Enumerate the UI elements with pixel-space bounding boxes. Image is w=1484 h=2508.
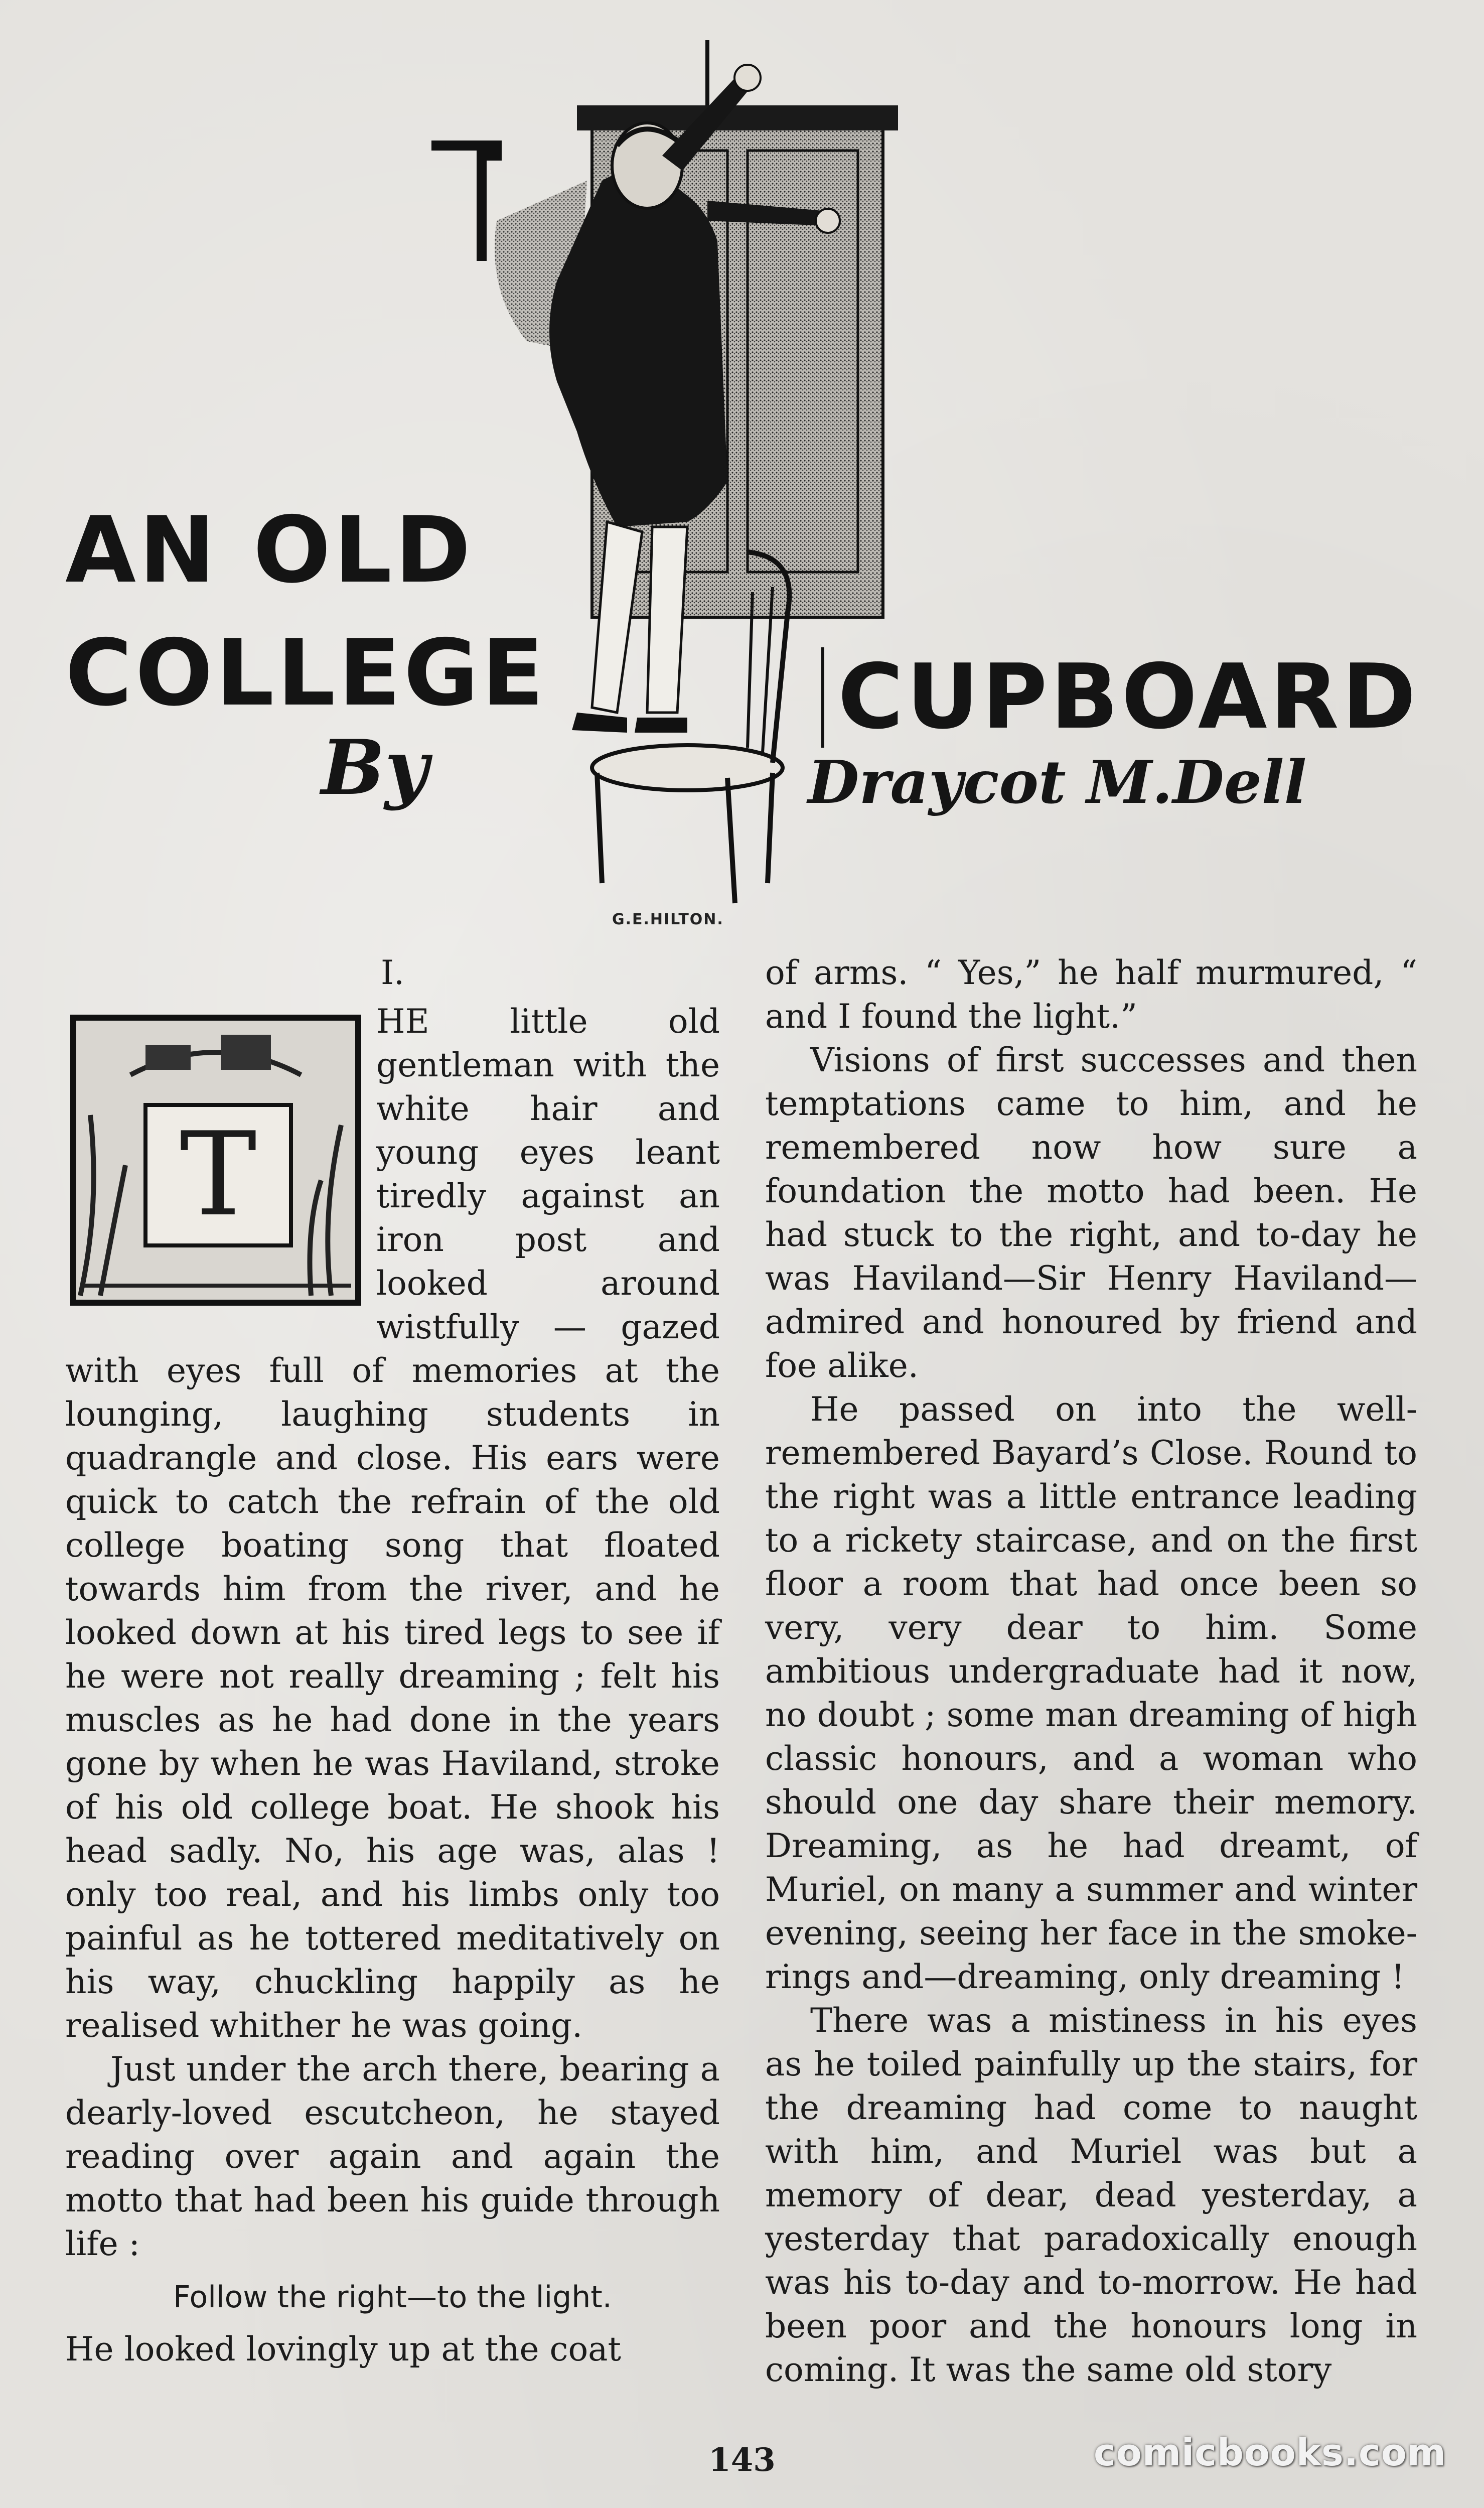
paragraph-3: He looked lovingly up at the coat bbox=[65, 2330, 622, 2368]
paragraph-4: of arms. “ Yes,” he half murmured, “ and I found the light.” bbox=[765, 953, 1417, 1036]
left-column bbox=[65, 951, 720, 2371]
title-line-2: COLLEGE bbox=[65, 620, 547, 726]
paragraph-1: HE little old gentleman with the white hair and young eyes leant tiredly against an iron post and looked around wistfully — gazed with eyes full of memories at the lounging, laughing students in quadrangle and close. His ears were quick to catch the refrain of the old college boating song that floated towards him from the river, and he looked down at his tired legs to see if he were not really dreaming ; felt his muscles as he had done in the years gone by when he was Haviland, stroke of his old college boat. He shook his head sadly. No, his age was, alas ! only too real, and his limbs only too painful as he tottered meditatively on his way, chuckling happily as he realised whither he was going. bbox=[65, 1002, 720, 2045]
drop-cap-ornament bbox=[70, 1015, 361, 1306]
paragraph-7: There was a mistiness in his eyes as he toiled painfully up the stairs, for the dreaming had come to naught with him, and Muriel was but a memory of dear, dead yesterday, a yesterday that paradoxically enough was his to-day and to-morrow. He had been poor and the honours long in coming. It was the same old story bbox=[765, 2001, 1417, 2389]
title-line-1: AN OLD bbox=[65, 497, 474, 603]
motto: Follow the right—to the light. bbox=[173, 2280, 612, 2315]
drop-cap-letter: T bbox=[180, 1108, 257, 1242]
author-name: Draycot M.Dell bbox=[808, 747, 1307, 817]
byline-by: By bbox=[321, 724, 428, 812]
title-line-3: CUPBOARD bbox=[838, 645, 1419, 749]
right-column bbox=[765, 951, 1417, 2392]
paragraph-5: Visions of first successes and then temptations came to him, and he remembered now how sure a foundation the motto had been. He had stuck to the right, and to-day he was Haviland—Sir Henry Haviland—admired and honoured by friend and foe alike. bbox=[765, 1041, 1417, 1385]
section-number: I. bbox=[380, 953, 405, 992]
paragraph-2: Just under the arch there, bearing a dearly-loved escutcheon, he stayed reading over again and again the motto that had been his guide through life : bbox=[65, 2050, 720, 2263]
illustrator-signature: G.E.HILTON. bbox=[612, 911, 724, 928]
paragraph-6: He passed on into the well-remembered Bayard’s Close. Round to the right was a little entrance leading to a rickety staircase, and on the first floor a room that had once been so very, very dear to him. Some ambitious undergraduate had it now, no doubt ; some man dreaming of high classic honours, and a woman who should one day share their memory. Dreaming, as he had dreamt, of Muriel, on many a summer and winter evening, seeing her face in the smoke-rings and—dreaming, only dreaming ! bbox=[765, 1390, 1417, 1996]
page-number: 143 bbox=[708, 2441, 776, 2479]
watermark: comicbooks.com bbox=[1094, 2431, 1446, 2474]
